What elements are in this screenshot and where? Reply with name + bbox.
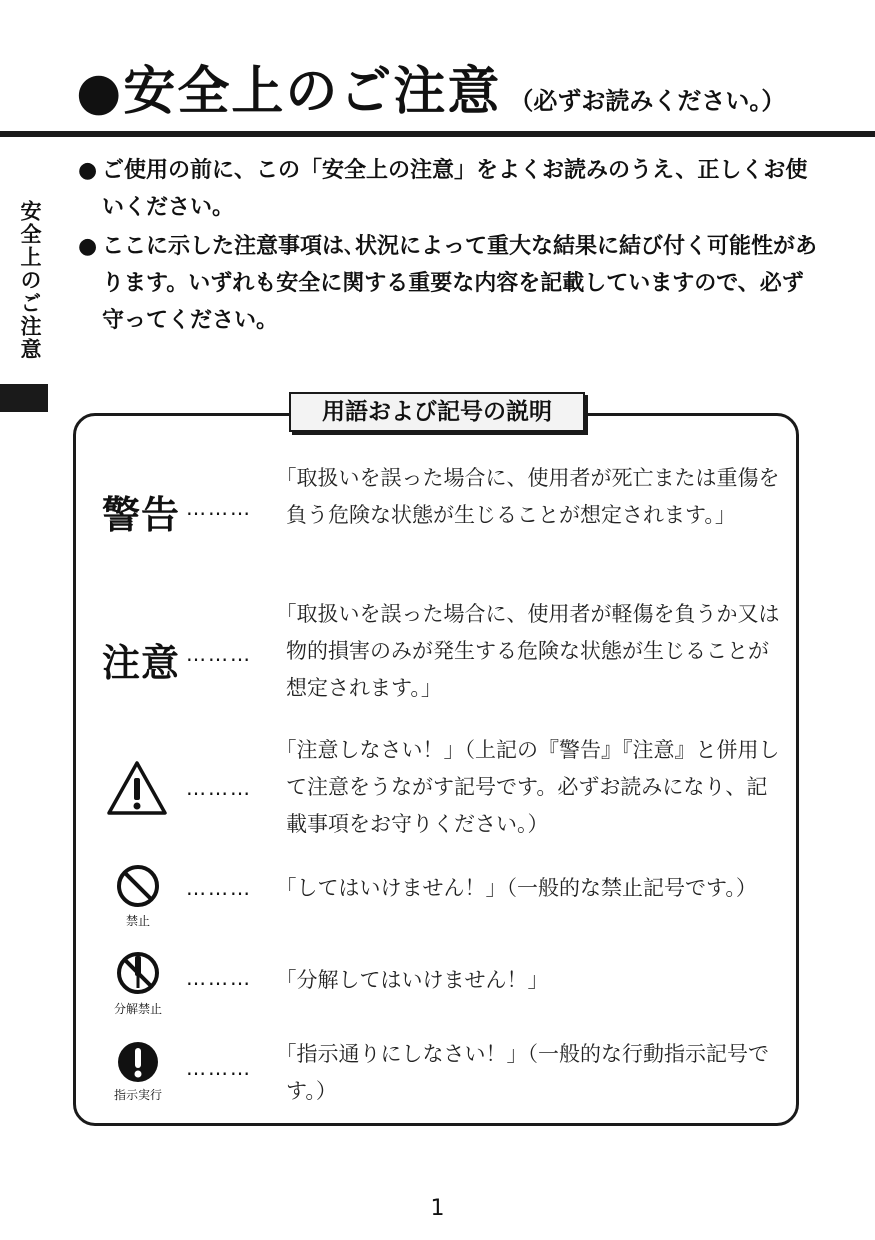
intro-paragraph: [78, 152, 818, 226]
page-subtitle: （必ずお読みください。）: [509, 87, 786, 115]
page-header: [76, 52, 836, 132]
title-rule: [0, 131, 875, 137]
leader-dots: ………: [186, 876, 252, 900]
side-tab-marker: [0, 384, 48, 412]
description-prohibition: ｢してはいけません！｣（一般的な禁止記号です。）: [286, 876, 757, 900]
description-warning: ｢取扱いを誤った場合に、使用者が死亡または重傷を負う危険な状態が生じることが想定されます。｣: [286, 466, 780, 527]
mandatory-action-caption: 指示実行: [113, 1088, 162, 1102]
intro-section: [78, 152, 818, 341]
legend-title: 用語および記号の説明: [289, 392, 585, 432]
bullet: ●: [78, 234, 98, 259]
no-disassembly-caption: 分解禁止: [113, 1002, 162, 1016]
description-no-disassembly: ｢分解してはいけません！｣: [286, 968, 538, 992]
prohibition-icon: [116, 864, 160, 908]
page-number: 1: [430, 1196, 445, 1221]
leader-dots: ………: [186, 966, 252, 990]
description-caution: ｢取扱いを誤った場合に、使用者が軽傷を負うか又は物的損害のみが発生する危険な状態が生じることが想定されます。｣: [286, 602, 780, 700]
leader-dots: ………: [186, 1056, 252, 1080]
description-attention-symbol: ｢注意しなさい！｣（上記の『警告』『注意』と併用して注意をうながす記号です。必ずお読みになり、記載事項をお守りください。）: [286, 738, 780, 836]
description-mandatory-action: ｢指示通りにしなさい！｣（一般的な行動指示記号です。）: [286, 1042, 769, 1103]
intro-paragraph: [78, 228, 818, 339]
page-title-text: ●安全上のご注意: [76, 62, 502, 122]
leader-dots: ………: [186, 642, 252, 666]
mandatory-action-icon: [116, 1040, 160, 1084]
side-tab-label: 安全上のご注意: [18, 200, 42, 361]
term-caution: 注意: [102, 641, 181, 685]
leader-dots: ………: [186, 496, 252, 520]
intro-paragraph-text: ご使用の前に、この「安全上の注意」をよくお読みのうえ、正しくお使いください。: [102, 158, 808, 220]
prohibition-caption: 禁止: [125, 914, 150, 928]
leader-dots: ………: [186, 776, 252, 800]
warning-triangle-icon: [106, 760, 168, 816]
page-title: [76, 52, 785, 141]
term-warning: 警告: [102, 493, 181, 537]
intro-paragraph-text: ここに示した注意事項は､状況によって重大な結果に結び付く可能性があります。いずれも安全に関する重要な内容を記載していますので、必ず守ってください。: [102, 234, 818, 333]
bullet: ●: [78, 158, 98, 183]
no-disassembly-icon: [116, 950, 160, 996]
